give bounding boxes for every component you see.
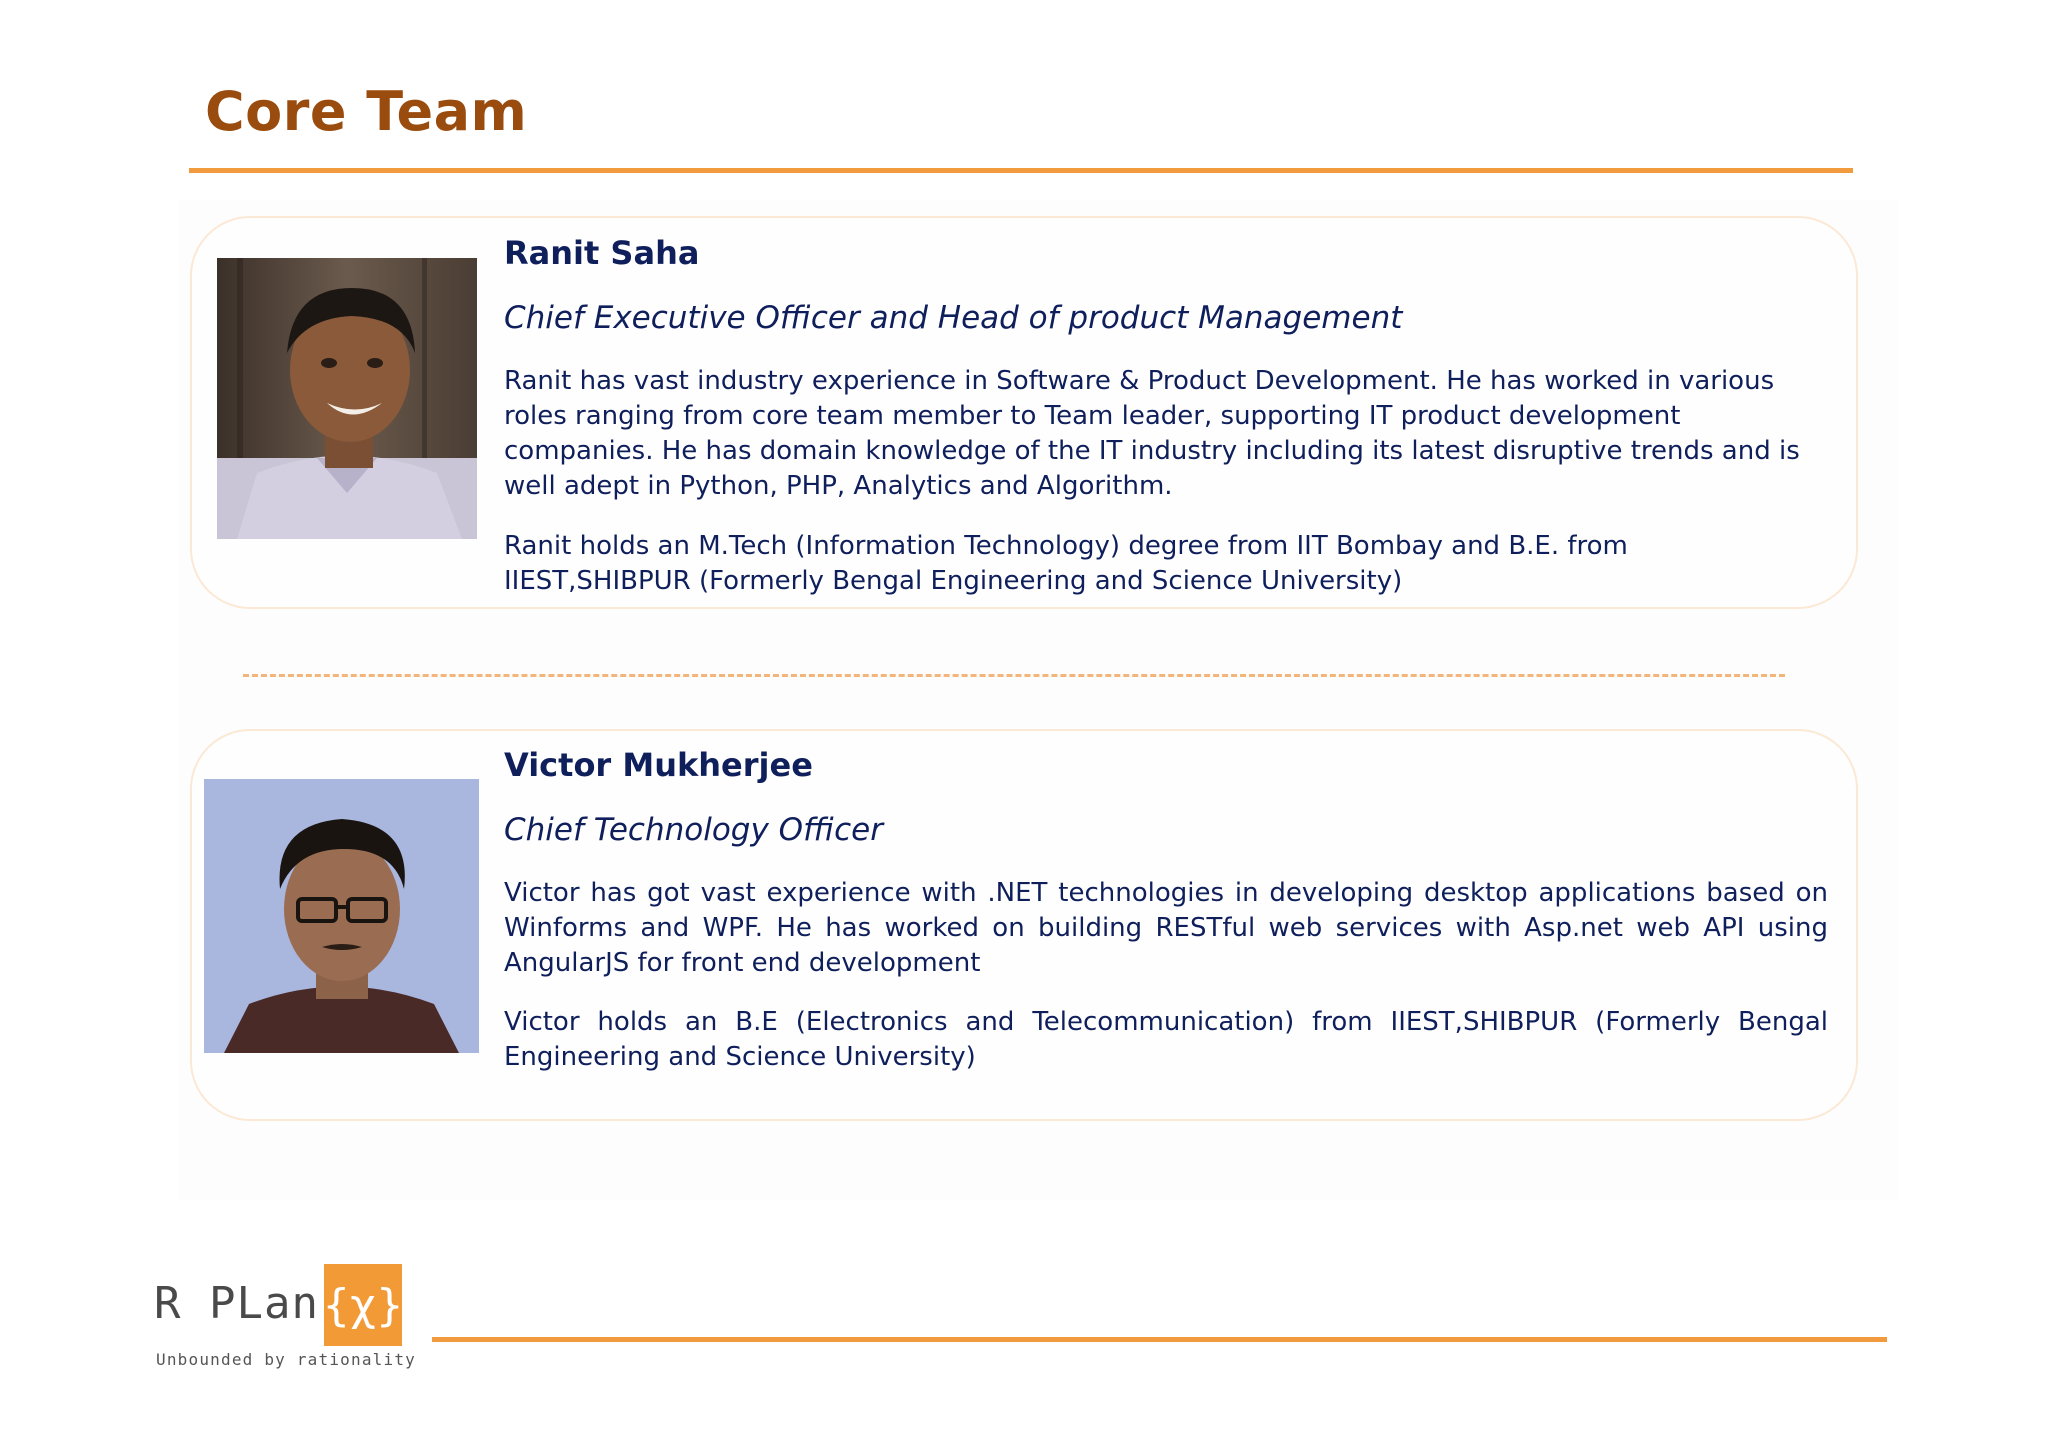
portrait-photo	[217, 258, 477, 539]
logo-wordmark: R PLan	[154, 1278, 319, 1329]
section-divider	[243, 674, 1785, 677]
footer-rule	[432, 1337, 1887, 1342]
title-underline	[189, 168, 1853, 173]
member-name: Victor Mukherjee	[504, 746, 813, 784]
logo-tagline: Unbounded by rationality	[156, 1350, 416, 1369]
member-education-paragraph: Victor holds an B.E (Electronics and Telecommunication) from IIEST,SHIBPUR (Formerly Bengal Engineering and Science University)	[504, 1007, 1828, 1072]
logo-chi-symbol-icon: {χ}	[324, 1264, 402, 1346]
member-role: Chief Executive Officer and Head of product Management	[504, 300, 1403, 336]
member-bio-paragraph: Victor has got vast experience with .NET technologies in developing desktop applications based on Winforms and WPF. He has worked on building RESTful web services with Asp.net web API using AngularJS for front end development	[504, 878, 1828, 978]
company-logo	[154, 1264, 414, 1374]
member-education-paragraph: Ranit holds an M.Tech (Information Technology) degree from IIT Bombay and B.E. from IIEST,SHIBPUR (Formerly Bengal Engineering and Science University)	[504, 531, 1628, 596]
member-bio-paragraph: Ranit has vast industry experience in Software & Product Development. He has worked in various roles ranging from core team member to Team leader, supporting IT product development companies. He has domain knowledge of the IT industry including its latest disruptive trends and is well adept in Python, PHP, Analytics and Algorithm.	[504, 366, 1800, 501]
member-role: Chief Technology Officer	[504, 812, 883, 848]
member-name: Ranit Saha	[504, 234, 700, 272]
portrait-photo	[204, 779, 479, 1053]
page-title: Core Team	[205, 80, 528, 143]
